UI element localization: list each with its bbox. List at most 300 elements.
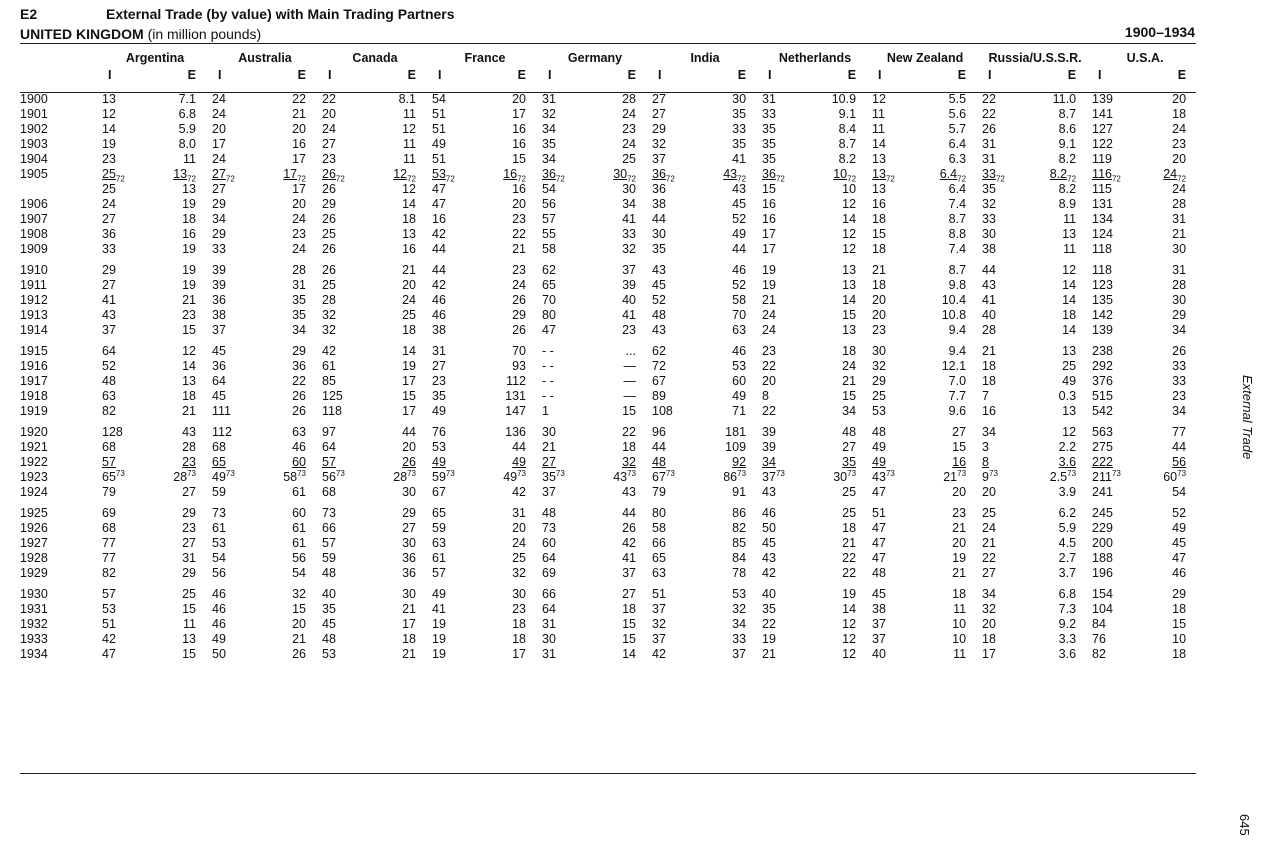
page-number: 645: [1237, 814, 1252, 836]
import-value: 77: [102, 551, 116, 565]
export-value: 17: [402, 404, 416, 418]
export-value: 11.0: [1052, 92, 1077, 106]
export-value: 18: [402, 323, 416, 337]
import-value: $13_{72}$: [872, 167, 895, 184]
export-value: $60^{73}$: [1163, 468, 1187, 484]
import-value: 67: [652, 374, 666, 388]
export-value: 22: [842, 551, 857, 565]
export-value: 61: [292, 521, 306, 535]
export-value: 33: [732, 122, 747, 136]
export-value: 136: [505, 425, 526, 439]
export-value: 3.3: [1058, 632, 1077, 646]
export-value: 21: [952, 566, 967, 580]
export-value: 35: [732, 107, 747, 121]
export-value: 13: [842, 278, 857, 292]
import-value: 53: [212, 536, 226, 550]
table-row: [20, 197, 1200, 212]
import-value: 20: [872, 293, 886, 307]
export-value: —: [623, 359, 637, 373]
export-value: 15: [1172, 617, 1187, 631]
import-value: 80: [652, 506, 666, 520]
export-value: 34: [622, 197, 637, 211]
import-value: 43: [102, 308, 116, 322]
import-value: 35: [762, 137, 776, 151]
export-value: 28: [182, 440, 196, 454]
export-value: 5.9: [1058, 521, 1077, 535]
import-value: 53: [872, 404, 886, 418]
table-row: [20, 485, 1200, 500]
export-value: 21: [292, 632, 306, 646]
export-value: 10: [952, 617, 967, 631]
export-value: 14: [1062, 293, 1077, 307]
export-value: 18: [842, 344, 857, 358]
import-value: 22: [762, 359, 776, 373]
export-value: 34: [732, 617, 747, 631]
import-value: 32: [982, 602, 996, 616]
export-value: 22: [292, 92, 306, 106]
export-value: 21: [1172, 227, 1187, 241]
import-value: 54: [542, 182, 556, 196]
export-value: ...: [625, 344, 637, 358]
import-value: 21: [762, 293, 776, 307]
export-value: 18: [1062, 308, 1077, 322]
import-value: 57: [542, 212, 556, 226]
export-value: 82: [732, 521, 747, 535]
export-value: 37: [622, 263, 637, 277]
export-value: 15: [842, 308, 857, 322]
import-value: 54: [432, 92, 446, 106]
export-value: 60: [732, 374, 747, 388]
year-cell: 1907: [20, 212, 48, 226]
year-cell: 1923: [20, 470, 48, 484]
export-value: 41: [622, 308, 637, 322]
export-value: 15: [622, 632, 637, 646]
import-value: 37: [652, 602, 666, 616]
export-value: 22: [512, 227, 526, 241]
export-value: 29: [292, 344, 306, 358]
export-value: 28: [1172, 197, 1187, 211]
import-value: 24: [212, 152, 226, 166]
export-value: 5.9: [178, 122, 196, 136]
footnote-marker: 72: [407, 174, 416, 184]
export-value: 37: [622, 566, 637, 580]
export-value: 10: [952, 632, 967, 646]
import-value: 29: [322, 197, 336, 211]
import-value: 37: [542, 485, 556, 499]
export-value: 35: [842, 455, 857, 469]
export-value: 15: [292, 602, 306, 616]
import-value: 43: [762, 551, 776, 565]
export-value: $43_{72}$: [723, 167, 747, 184]
import-value: 22: [982, 92, 996, 106]
export-value: $21^{73}$: [943, 468, 967, 484]
imports-subheader: I: [988, 68, 992, 82]
export-value: 30: [402, 587, 416, 601]
export-value: 112: [506, 374, 526, 388]
export-value: 9.4: [948, 344, 967, 358]
import-value: 24: [322, 122, 336, 136]
import-value: 42: [432, 227, 446, 241]
footnote-marker: 73: [445, 468, 455, 478]
import-value: 22: [322, 92, 336, 106]
import-value: 37: [212, 323, 226, 337]
year-cell: 1934: [20, 647, 48, 661]
export-value: 28: [1172, 278, 1187, 292]
year-cell: 1913: [20, 308, 48, 322]
import-value: 51: [432, 122, 446, 136]
export-value: 23: [512, 212, 526, 226]
import-value: 35: [652, 242, 666, 256]
export-value: 40: [622, 293, 637, 307]
footnote-marker: 73: [737, 468, 747, 478]
country-header: Canada: [352, 51, 398, 65]
country-name: UNITED KINGDOM: [20, 26, 144, 42]
import-value: 60: [542, 536, 556, 550]
import-value: 47: [432, 197, 446, 211]
export-value: 20: [292, 122, 306, 136]
export-value: 46: [292, 440, 306, 454]
export-value: 24: [622, 107, 637, 121]
export-value: 33: [622, 227, 637, 241]
import-value: 44: [652, 440, 666, 454]
export-value: $6.4_{72}$: [939, 167, 967, 184]
import-value: 23: [762, 344, 776, 358]
export-value: 4.5: [1058, 536, 1077, 550]
export-value: 12: [402, 182, 416, 196]
import-value: 19: [762, 263, 776, 277]
import-value: 29: [652, 122, 666, 136]
export-value: 10.9: [831, 92, 857, 106]
export-value: 24: [1172, 122, 1187, 136]
import-value: 22: [982, 107, 996, 121]
export-value: 35: [292, 293, 306, 307]
table-row: [20, 227, 1200, 242]
export-value: 6.8: [178, 107, 196, 121]
import-value: 29: [872, 374, 886, 388]
import-value: 64: [542, 551, 556, 565]
export-value: 21: [402, 263, 416, 277]
import-value: 53: [102, 602, 116, 616]
export-value: 10: [842, 182, 857, 196]
import-value: 23: [432, 374, 446, 388]
import-value: 48: [542, 506, 556, 520]
export-value: 61: [292, 536, 306, 550]
footnote-marker: 73: [517, 468, 526, 478]
export-value: 9.8: [948, 278, 967, 292]
year-cell: 1902: [20, 122, 48, 136]
export-value: 27: [952, 425, 967, 439]
footnote-marker: 72: [995, 174, 1005, 184]
export-value: 61: [292, 485, 306, 499]
import-value: - -: [542, 344, 554, 358]
export-value: 24: [292, 212, 306, 226]
import-value: $49^{73}$: [212, 468, 235, 484]
year-cell: 1912: [20, 293, 48, 307]
import-value: 30: [542, 425, 556, 439]
imports-subheader: I: [218, 68, 222, 82]
import-value: 24: [762, 323, 776, 337]
export-value: 44: [622, 506, 637, 520]
country-header-row: [20, 50, 1200, 67]
export-value: 45: [1172, 536, 1187, 550]
year-cell: 1916: [20, 359, 48, 373]
import-value: 64: [542, 602, 556, 616]
export-value: 17: [292, 182, 306, 196]
export-value: 12.1: [941, 359, 967, 373]
year-cell: 1904: [20, 152, 48, 166]
exports-subheader: E: [187, 68, 196, 82]
export-value: 147: [505, 404, 526, 418]
import-value: 23: [102, 152, 116, 166]
import-value: 238: [1092, 344, 1113, 358]
year-cell: 1911: [20, 278, 47, 292]
export-value: 36: [402, 566, 416, 580]
export-value: 15: [182, 323, 196, 337]
import-value: 34: [542, 122, 556, 136]
export-value: 23: [622, 122, 637, 136]
import-value: 41: [102, 293, 116, 307]
export-value: 53: [732, 359, 747, 373]
footnote-marker: 72: [335, 174, 345, 184]
import-value: 31: [542, 647, 556, 661]
export-value: 11: [1063, 242, 1077, 256]
export-value: 85: [732, 536, 747, 550]
import-value: 17: [212, 137, 226, 151]
import-value: 128: [102, 425, 123, 439]
export-value: 30: [402, 536, 416, 550]
import-value: 200: [1092, 536, 1113, 550]
import-value: 36: [102, 227, 116, 241]
import-value: 68: [102, 521, 116, 535]
import-value: $25_{72}$: [102, 167, 125, 184]
export-value: 8.7: [1058, 107, 1077, 121]
import-value: 1: [542, 404, 549, 418]
export-value: 41: [622, 212, 637, 226]
footnote-marker: 73: [627, 468, 637, 478]
export-value: 24: [512, 536, 526, 550]
import-value: 54: [212, 551, 226, 565]
import-value: 19: [762, 632, 776, 646]
import-value: 36: [212, 293, 226, 307]
export-value: 11: [953, 647, 967, 661]
table-row: [20, 278, 1200, 293]
import-value: $36_{72}$: [652, 167, 675, 184]
import-value: 47: [102, 647, 116, 661]
import-value: $59^{73}$: [432, 468, 455, 484]
year-cell: 1920: [20, 425, 48, 439]
import-value: 49: [432, 404, 446, 418]
import-value: 25: [872, 389, 886, 403]
export-value: 20: [402, 278, 416, 292]
export-value: 27: [182, 536, 196, 550]
export-value: 23: [512, 263, 526, 277]
export-value: 12: [842, 242, 857, 256]
export-value: 25: [512, 551, 526, 565]
import-value: 15: [762, 182, 776, 196]
import-value: 63: [102, 389, 116, 403]
export-value: 31: [292, 278, 306, 292]
export-value: $30_{72}$: [613, 167, 637, 184]
import-value: 84: [1092, 617, 1106, 631]
export-value: 20: [1172, 92, 1187, 106]
import-value: 118: [322, 404, 342, 418]
export-value: 13: [182, 632, 196, 646]
import-value: 27: [212, 182, 226, 196]
export-value: 34: [842, 404, 857, 418]
table-code: E2: [20, 6, 38, 22]
import-value: 47: [872, 536, 886, 550]
export-value: 10.4: [941, 293, 967, 307]
export-value: 9.1: [1058, 137, 1077, 151]
import-value: 142: [1092, 308, 1113, 322]
export-value: 84: [732, 551, 747, 565]
export-value: 14: [402, 197, 416, 211]
import-value: 21: [982, 536, 996, 550]
export-value: 15: [622, 404, 637, 418]
import-value: 16: [982, 404, 996, 418]
export-value: 26: [622, 521, 637, 535]
import-value: 108: [652, 404, 673, 418]
import-value: 17: [762, 227, 776, 241]
import-value: 13: [872, 182, 886, 196]
export-value: 21: [292, 107, 306, 121]
export-value: 16: [512, 137, 526, 151]
export-value: 25: [1062, 359, 1077, 373]
exports-subheader: E: [407, 68, 416, 82]
export-value: 26: [292, 647, 306, 661]
import-value: 53: [432, 440, 446, 454]
import-value: 48: [872, 566, 886, 580]
export-value: 32: [512, 566, 526, 580]
export-value: 18: [622, 602, 637, 616]
export-value: 44: [1172, 440, 1187, 454]
import-value: 44: [982, 263, 996, 277]
export-value: 12: [402, 122, 416, 136]
export-value: $2.5^{73}$: [1049, 468, 1077, 484]
export-value: 46: [1172, 566, 1187, 580]
export-value: $17_{72}$: [283, 167, 306, 184]
export-value: 29: [402, 506, 416, 520]
export-value: 34: [292, 323, 306, 337]
import-value: 31: [762, 92, 776, 106]
import-value: $27_{72}$: [212, 167, 235, 184]
import-value: 46: [432, 293, 446, 307]
export-value: 60: [292, 455, 306, 469]
import-value: 48: [872, 425, 886, 439]
import-value: 8: [762, 389, 769, 403]
export-value: 27: [842, 440, 857, 454]
year-cell: 1917: [20, 374, 48, 388]
export-value: 28: [292, 263, 306, 277]
import-value: 26: [322, 182, 336, 196]
table-body: [20, 84, 1200, 662]
import-value: 123: [1092, 278, 1113, 292]
export-value: 52: [732, 278, 747, 292]
import-value: 38: [982, 242, 996, 256]
import-value: $65^{73}$: [102, 468, 125, 484]
export-value: $30^{73}$: [833, 468, 857, 484]
import-value: 30: [542, 632, 556, 646]
export-value: 25: [402, 308, 416, 322]
export-value: 25: [622, 152, 637, 166]
export-value: 30: [512, 587, 526, 601]
import-value: 16: [762, 197, 776, 211]
export-value: 12: [842, 647, 857, 661]
table-row: [20, 419, 1200, 440]
year-cell: 1903: [20, 137, 48, 151]
year-cell: 1910: [20, 263, 48, 277]
export-value: 9.6: [948, 404, 967, 418]
footnote-marker: 73: [335, 468, 345, 478]
import-value: 38: [652, 197, 666, 211]
export-value: 25: [182, 587, 196, 601]
import-value: 7: [982, 389, 989, 403]
import-value: 29: [212, 197, 226, 211]
table-row: [20, 389, 1200, 404]
import-value: 229: [1092, 521, 1113, 535]
export-value: 30: [402, 485, 416, 499]
import-value: 31: [432, 344, 446, 358]
export-value: —: [623, 389, 637, 403]
import-value: 125: [322, 389, 343, 403]
export-value: $86^{73}$: [723, 468, 747, 484]
year-cell: 1921: [20, 440, 48, 454]
footnote-marker: 73: [1177, 468, 1187, 478]
import-value: 35: [762, 122, 776, 136]
table-row: [20, 581, 1200, 602]
import-value: 20: [872, 308, 886, 322]
footnote-marker: 73: [665, 468, 675, 478]
export-value: 11: [403, 137, 416, 151]
export-value: 78: [732, 566, 747, 580]
export-value: 181: [725, 425, 747, 439]
export-value: 14: [1062, 323, 1077, 337]
export-value: $43^{73}$: [613, 468, 637, 484]
import-value: 52: [652, 293, 666, 307]
import-value: 135: [1092, 293, 1113, 307]
import-value: 14: [872, 137, 886, 151]
year-cell: 1928: [20, 551, 48, 565]
import-value: 97: [322, 425, 336, 439]
import-value: 39: [212, 263, 226, 277]
export-value: 19: [182, 197, 196, 211]
import-value: 32: [982, 197, 996, 211]
import-value: 27: [542, 455, 556, 469]
export-value: 7.0: [948, 374, 967, 388]
import-value: 46: [212, 602, 226, 616]
export-value: 28: [622, 92, 637, 106]
import-value: 32: [322, 323, 336, 337]
import-value: 56: [212, 566, 226, 580]
import-value: 515: [1092, 389, 1113, 403]
import-value: 34: [982, 425, 996, 439]
import-value: 57: [322, 536, 336, 550]
table-row: [20, 500, 1200, 521]
export-value: 31: [1172, 263, 1187, 277]
import-value: 46: [212, 617, 226, 631]
export-value: 58: [732, 293, 747, 307]
import-value: 20: [212, 122, 226, 136]
import-value: 376: [1092, 374, 1113, 388]
import-value: 47: [872, 521, 886, 535]
footnote-marker: 73: [885, 468, 895, 478]
export-value: 19: [182, 242, 196, 256]
import-value: 18: [982, 359, 996, 373]
export-value: $10_{72}$: [833, 167, 857, 184]
export-value: 5.7: [948, 122, 967, 136]
country-header: Australia: [238, 51, 292, 65]
export-value: 5.6: [948, 107, 967, 121]
